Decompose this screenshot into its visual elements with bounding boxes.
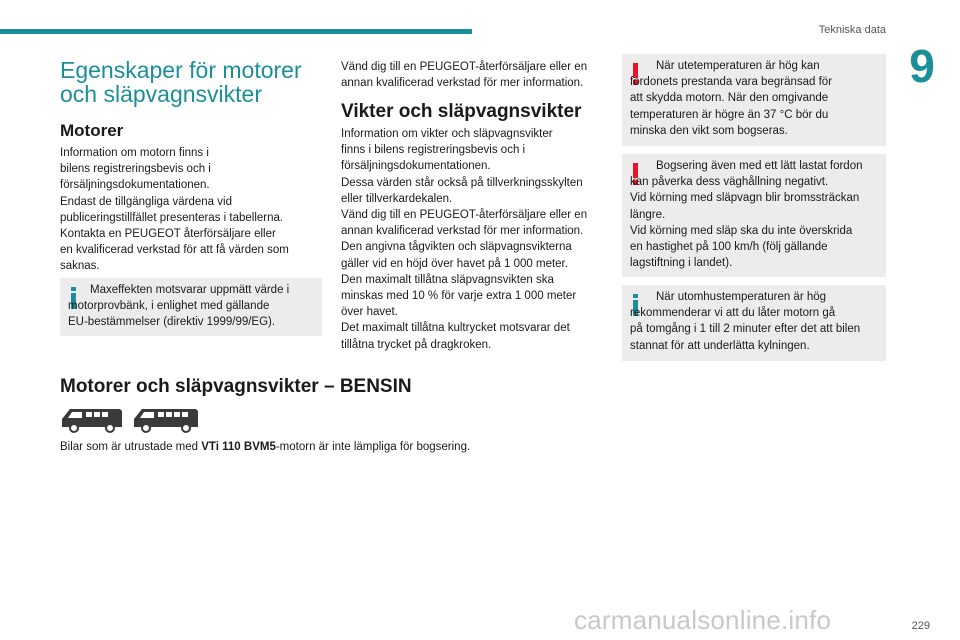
warning-box-temperature bbox=[622, 54, 886, 146]
bensin-note-suffix: -motorn är inte lämpliga för bogsering. bbox=[275, 441, 471, 453]
van-long-icon bbox=[134, 409, 198, 432]
bensin-note-engine: VTi 110 BVM5 bbox=[201, 441, 276, 453]
watermark[interactable]: carmanualsonline.info bbox=[574, 605, 832, 635]
bensin-note bbox=[60, 441, 470, 453]
warning-text-2: Bogsering även med ett lätt lastat fordon kan påverka dess väghållning negativt. Vid körning med släpvagn blir bromssträckan längre. Vid körning med släp ska du inte överskrida en hastighet på 100 km/h (följ gällande lagstiftning i landet). bbox=[630, 160, 863, 270]
van-short-icon bbox=[62, 409, 122, 432]
heading-bensin: Motorer och släpvagnsvikter – BENSIN bbox=[60, 376, 412, 397]
vikter-body: Information om vikter och släpvagnsvikter finns i bilens registreringsbevis och i försäljningsdokumentationen. Dessa värden står också på tillverkningsskylten eller tillverkardekalen. Vänd dig till en PEUGEOT-återförsäljare eller en annan kvalificerad verkstad för mer information. Den angivna tågvikten och släpvagnsvikterna gäller vid en höjd över havet på 1 000 meter. Den maximalt tillåtna släpvagnsvikten ska minskas med 10 % för varje extra 1 000 meter över havet. Det maximalt tillåtna kultrycket motsvarar det tillåtna trycket på dragkroken. bbox=[341, 128, 588, 351]
col2-intro-text: Vänd dig till en PEUGEOT-återförsäljare eller en annan kvalificerad verkstad för mer information. bbox=[341, 61, 588, 90]
vehicle-icons bbox=[60, 405, 200, 438]
heading-vikter: Vikter och släpvagnsvikter bbox=[341, 101, 582, 122]
warning-text-1: När utetemperaturen är hög kan fordonets prestanda vara begränsad för att skydda motorn. När den omgivande temperaturen är högre än 37 °C bör du minska den vikt som bogseras. bbox=[630, 60, 833, 137]
info-box-motorer bbox=[60, 278, 322, 336]
van-icons bbox=[60, 405, 200, 433]
bensin-note-prefix: Bilar som är utrustade med bbox=[60, 441, 202, 453]
section-title: Tekniska data bbox=[818, 24, 886, 36]
info-text-2: När utomhustemperaturen är hög rekommenderar vi att du låter motorn gå på tomgång i 1 till 2 minuter efter det att bilen stannat för att underlätta kylningen. bbox=[630, 291, 861, 352]
chapter-number: 9 bbox=[909, 40, 935, 92]
warning-box-towing bbox=[622, 154, 886, 277]
info-box-cooling bbox=[622, 285, 886, 361]
page-number: 229 bbox=[911, 620, 930, 632]
heading-motorer: Motorer bbox=[60, 121, 124, 140]
page-title: Egenskaper för motorer och släpvagnsvikter bbox=[60, 57, 302, 107]
info-box-text: Maxeffekten motsvarar uppmätt värde i motorprovbänk, i enlighet med gällande EU-bestämmelser (direktiv 1999/99/EG). bbox=[68, 284, 290, 329]
motorer-body: Information om motorn finns i bilens registreringsbevis och i försäljningsdokumentationen. Endast de tillgängliga värdena vid publiceringstillfället presenteras i tabellerna. Kontakta en PEUGEOT återförsäljare eller en kvalificerad verkstad för att få värden som saknas. bbox=[60, 147, 289, 273]
header-accent-bar bbox=[0, 29, 472, 34]
